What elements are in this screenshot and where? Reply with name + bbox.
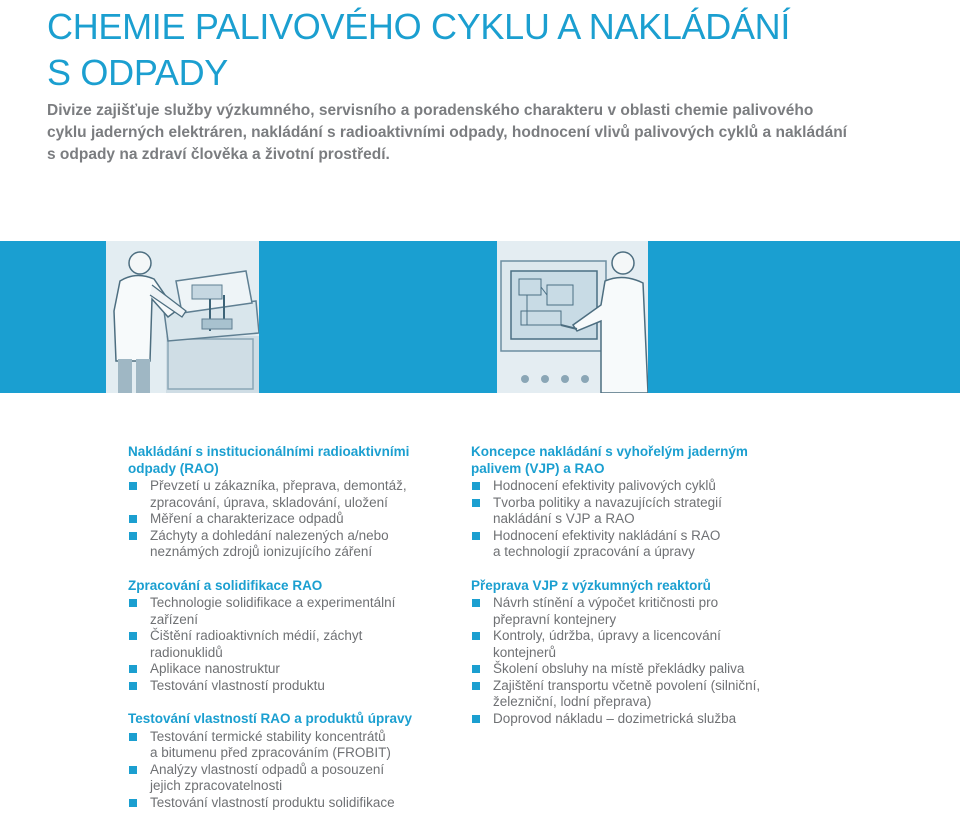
item-line: kontejnerů (493, 644, 557, 660)
item-line: Převzetí u zákazníka, přeprava, demontáž, (150, 478, 407, 493)
list-item (128, 511, 448, 528)
list-item (128, 762, 448, 795)
item-line: železniční, lodní přeprava) (493, 694, 652, 709)
heading-line: Přeprava VJP z výzkumných reaktorů (471, 577, 711, 593)
bullet-list (128, 595, 448, 694)
intro-line: s odpady na zdraví člověka a životní prostředí. (47, 146, 390, 163)
list-item (128, 678, 448, 695)
list-item (128, 595, 448, 628)
monitor-operator-drawing (497, 241, 648, 393)
item-line: Záchyty a dohledání nalezených a/nebo (150, 527, 389, 543)
list-item (471, 628, 791, 661)
item-line: Aplikace nanostruktur (150, 661, 280, 676)
item-line: Analýzy vlastností odpadů a posouzení (150, 761, 385, 777)
item-line: a bitumenu před zpracováním (FROBIT) (150, 745, 391, 760)
item-line: přepravní kontejnery (493, 611, 617, 627)
list-item (128, 628, 448, 661)
item-line: Kontroly, údržba, úpravy a licencování (493, 628, 721, 643)
monitor-operator-illustration (497, 241, 648, 393)
left-column (128, 444, 448, 828)
list-item (128, 528, 448, 561)
section-concept-vjp (471, 444, 791, 561)
title-line: CHEMIE PALIVOVÉHO CYKLU A NAKLÁDÁNÍ (47, 6, 791, 47)
item-line: neznámých zdrojů ionizujícího záření (150, 544, 373, 559)
item-line: Čištění radioaktivních médií, záchyt (150, 628, 363, 643)
item-line: Testování termické stability koncentrátů (150, 728, 386, 744)
item-line: Testování vlastností produktu solidifikace (150, 794, 395, 810)
list-item (128, 478, 448, 511)
item-line: Tvorba politiky a navazujících strategií (493, 494, 722, 510)
heading-line: Zpracování a solidifikace RAO (128, 577, 323, 593)
title-line: S ODPADY (47, 52, 228, 93)
list-item (128, 661, 448, 678)
item-line: Technologie solidifikace a experimentální (150, 595, 396, 610)
section-heading (471, 444, 791, 477)
item-line: Testování vlastností produktu (150, 677, 325, 693)
bullet-list (128, 729, 448, 812)
intro-line: Divize zajišťuje služby výzkumného, servisního a poradenského charakteru v oblasti chemie palivového (47, 102, 814, 119)
item-line: Školení obsluhy na místě překládky paliva (493, 661, 745, 676)
list-item (471, 711, 791, 728)
lab-scientist-drawing (106, 241, 259, 393)
item-line: Hodnocení efektivity nakládání s RAO (493, 527, 721, 543)
section-transport-vjp (471, 578, 791, 728)
item-line: Zajištění transportu včetně povolení (silniční, (493, 677, 761, 693)
item-line: Doprovod nákladu – dozimetrická služba (493, 710, 737, 726)
section-heading (471, 578, 791, 595)
section-testing (128, 711, 448, 811)
right-column (471, 444, 791, 744)
list-item (471, 678, 791, 711)
bullet-list (471, 478, 791, 561)
intro-paragraph (47, 100, 897, 166)
list-item (471, 495, 791, 528)
item-line: zařízení (150, 611, 199, 627)
page-title (47, 4, 927, 96)
section-institutional-rao (128, 444, 448, 561)
item-line: a technologií zpracování a úpravy (493, 544, 695, 559)
heading-line: odpady (RAO) (128, 460, 219, 476)
item-line: Měření a charakterizace odpadů (150, 511, 344, 526)
item-line: Hodnocení efektivity palivových cyklů (493, 478, 716, 493)
lab-scientist-illustration (106, 241, 259, 393)
list-item (471, 478, 791, 495)
item-line: nakládání s VJP a RAO (493, 511, 635, 526)
item-line: zpracování, úprava, skladování, uložení (150, 494, 388, 510)
item-line: jejich zpracovatelnosti (150, 778, 283, 793)
heading-line: palivem (VJP) a RAO (471, 460, 605, 476)
heading-line: Nakládání s institucionálními radioaktivními (128, 444, 410, 459)
section-heading (128, 711, 448, 728)
intro-line: cyklu jaderných elektráren, nakládání s radioaktivními odpady, hodnocení vlivů palivových cyklů a nakládání (47, 124, 847, 141)
bullet-list (128, 478, 448, 561)
list-item (471, 661, 791, 678)
section-heading (128, 578, 448, 595)
list-item (471, 528, 791, 561)
list-item (471, 595, 791, 628)
item-line: Návrh stínění a výpočet kritičnosti pro (493, 595, 719, 610)
list-item (128, 795, 448, 812)
list-item (128, 729, 448, 762)
heading-line: Koncepce nakládání s vyhořelým jaderným (471, 444, 748, 459)
heading-line: Testování vlastností RAO a produktů úpravy (128, 711, 413, 726)
section-solidification (128, 578, 448, 695)
bullet-list (471, 595, 791, 727)
section-heading (128, 444, 448, 477)
item-line: radionuklidů (150, 644, 223, 660)
